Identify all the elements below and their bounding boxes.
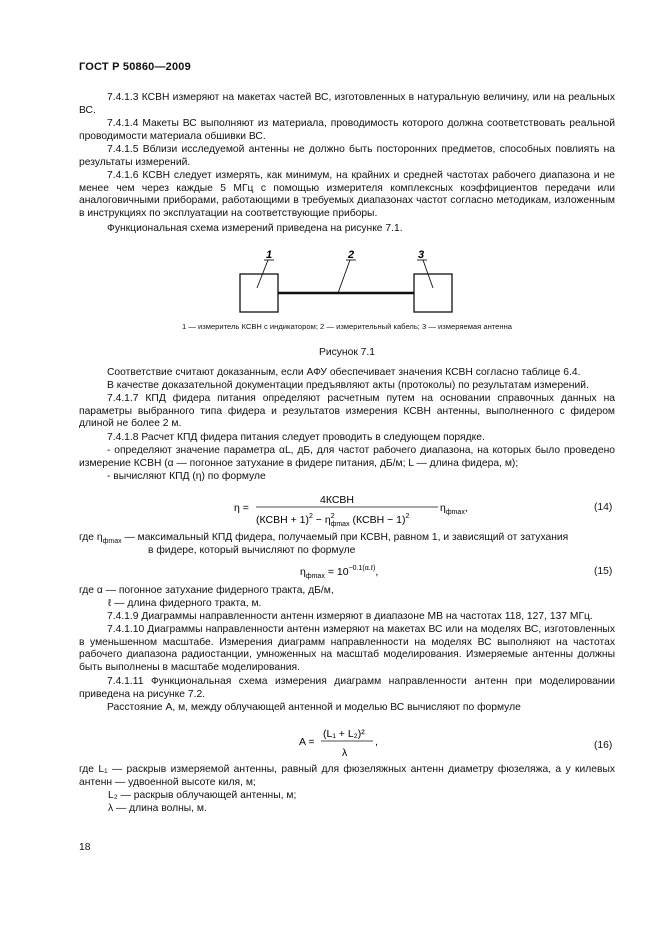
- eq14-number: (14): [594, 502, 613, 513]
- antenna-box: [414, 274, 452, 312]
- lambda-definition: λ — длина волны, м.: [108, 803, 207, 814]
- eq16-numerator: (L₁ + L₂)²: [323, 728, 365, 740]
- meter-box: [240, 274, 278, 312]
- figure-title: Рисунок 7.1: [318, 347, 375, 358]
- paragraph-scheme-ref: Функциональная схема измерений приведена на рисунке 7.1.: [107, 223, 403, 234]
- eq14-denominator: (КСВН + $1)^2 - \eta^2$ фmax (КСВН − 1)$^2$: [256, 513, 410, 528]
- where-eta-label: где η: [79, 532, 103, 543]
- paragraph-7-4-1-9: 7.4.1.9 Диаграммы направленности антенн измеряют в диапазоне МВ на частотах 118, 127, 137 МГц.: [107, 611, 593, 622]
- where-eta-cont: в фидере, который вычисляют по формуле: [148, 545, 356, 556]
- eq15-expression: $\eta_{фmax} = 10^{-0.1(\alpha.\ell)}$,: [300, 565, 379, 580]
- eq14-numerator: 4КСВН: [320, 494, 355, 506]
- where-eta-sub: фmax: [102, 538, 122, 546]
- leader-2: [338, 260, 350, 293]
- equation-16: [295, 720, 405, 764]
- page-number: 18: [79, 842, 91, 853]
- alpha-definition: где α — погонное затухание фидерного тракта, дБ/м,: [79, 585, 334, 596]
- ell-definition: ℓ — длина фидерного тракта, м.: [108, 598, 262, 609]
- eq16-comma: ,: [375, 736, 378, 748]
- figure-label-1: 1: [266, 249, 273, 261]
- paragraph-evidence: В качестве доказательной документации предъявляют акты (протоколы) по результатам измерений.: [107, 380, 589, 391]
- eq14-lhs: η =: [234, 502, 249, 514]
- paragraph-distance-a: Расстояние A, м, между облучающей антенной и моделью ВС вычисляют по формуле: [107, 702, 521, 713]
- figure-label-3: 3: [418, 249, 425, 261]
- paragraph-compute-eta: - вычисляют КПД (η) по формуле: [107, 471, 266, 482]
- L1-definition-text: где L₁ — раскрыв измеряемой антенны, равный для фюзеляжных антенн диаметру фюзеляжа, а у килевых антенн — удвоенной высоте киля, м;: [79, 764, 615, 788]
- paragraph-7-4-1-11: 7.4.1.11 Функциональная схема измерения диаграмм направленности антенн при моделировании приведена на рисунке 7.2.: [79, 676, 615, 700]
- eq15-number: (15): [594, 566, 613, 577]
- equation-14: [230, 490, 480, 530]
- paragraph-conformance: Соответствие считают доказанным, если АФУ обеспечивает значения КСВН согласно таблице 6.4.: [107, 367, 581, 378]
- where-eta-text: — максимальный КПД фидера, получаемый при КСВН, равном 1, и зависящий от затухания: [121, 532, 569, 543]
- paragraph-7-4-1-5: 7.4.1.5 Вблизи исследуемой антенны не должно быть посторонних предметов, способных повлиять на результаты измерений.: [79, 144, 615, 168]
- paragraph-7-4-1-3: 7.4.1.3 КСВН измеряют на макетах частей ВС, изготовленных в натуральную величину, или на реальных ВС.: [79, 92, 615, 116]
- paragraph-7-4-1-7: 7.4.1.7 КПД фидера питания определяют расчетным путем на основании справочных данных на параметры выбранного типа фидера и результатов измерения КСВН антенны, выполненного с фидером длиной не более 2 м.: [79, 393, 615, 430]
- L2-definition: L₂ — раскрыв облучающей антенны, м;: [108, 790, 297, 801]
- paragraph-7-4-1-10: 7.4.1.10 Диаграммы направленности антенн измеряют на макетах ВС или на моделях ВС, изготовленных в уменьшенном масштабе. Измерения диаграмм направленности на моделях ВС выполняют на частотах рабочего диапазона радиостанции, умноженных на масштаб моделирования. Измеряемые антенны должны быть выполнены в масштабе моделирования.: [79, 624, 615, 674]
- figure-label-2: 2: [348, 249, 355, 261]
- paragraph-7-4-1-8: 7.4.1.8 Расчет КПД фидера питания следует проводить в следующем порядке.: [107, 432, 485, 443]
- L1-definition: [79, 764, 615, 789]
- eq16-lhs: A =: [299, 736, 315, 748]
- figure-caption: 1 — измеритель КСВН с индикатором; 2 — измерительный кабель; 3 — измеряемая антенна: [181, 322, 513, 331]
- equation-15: [300, 562, 420, 582]
- paragraph-alpha-l: - определяют значение параметра αL, дБ, для частот рабочего диапазона, на которых было проведено измерение КСВН (α — погонное затухание в фидере питания, дБ/м; L — длина фидера, м);: [79, 445, 615, 469]
- eq16-denominator: λ: [342, 747, 348, 759]
- eq16-number: (16): [594, 740, 613, 751]
- paragraph-7-4-1-4: 7.4.1.4 Макеты ВС выполняют из материала, проводимость которого должна соответствовать реальной проводимости материала обшивки ВС.: [79, 118, 615, 142]
- paragraph-7-4-1-6: 7.4.1.6 КСВН следует измерять, как минимум, на крайних и средней частотах рабочего диапазона и не менее чем через каждые 5 МГц с помощью измерителя комплексных коэффициентов передачи или аналоговичными приборами, работающими в требуемых диапазонах частот согласно методикам, изложенным в инструкциях по эксплуатации на соответствующие приборы.: [79, 170, 615, 220]
- eq14-eta-factor: $\eta_{фmax}$,: [440, 502, 468, 516]
- figure-7-1: [230, 246, 470, 316]
- page-header: ГОСТ Р 50860—2009: [79, 61, 191, 73]
